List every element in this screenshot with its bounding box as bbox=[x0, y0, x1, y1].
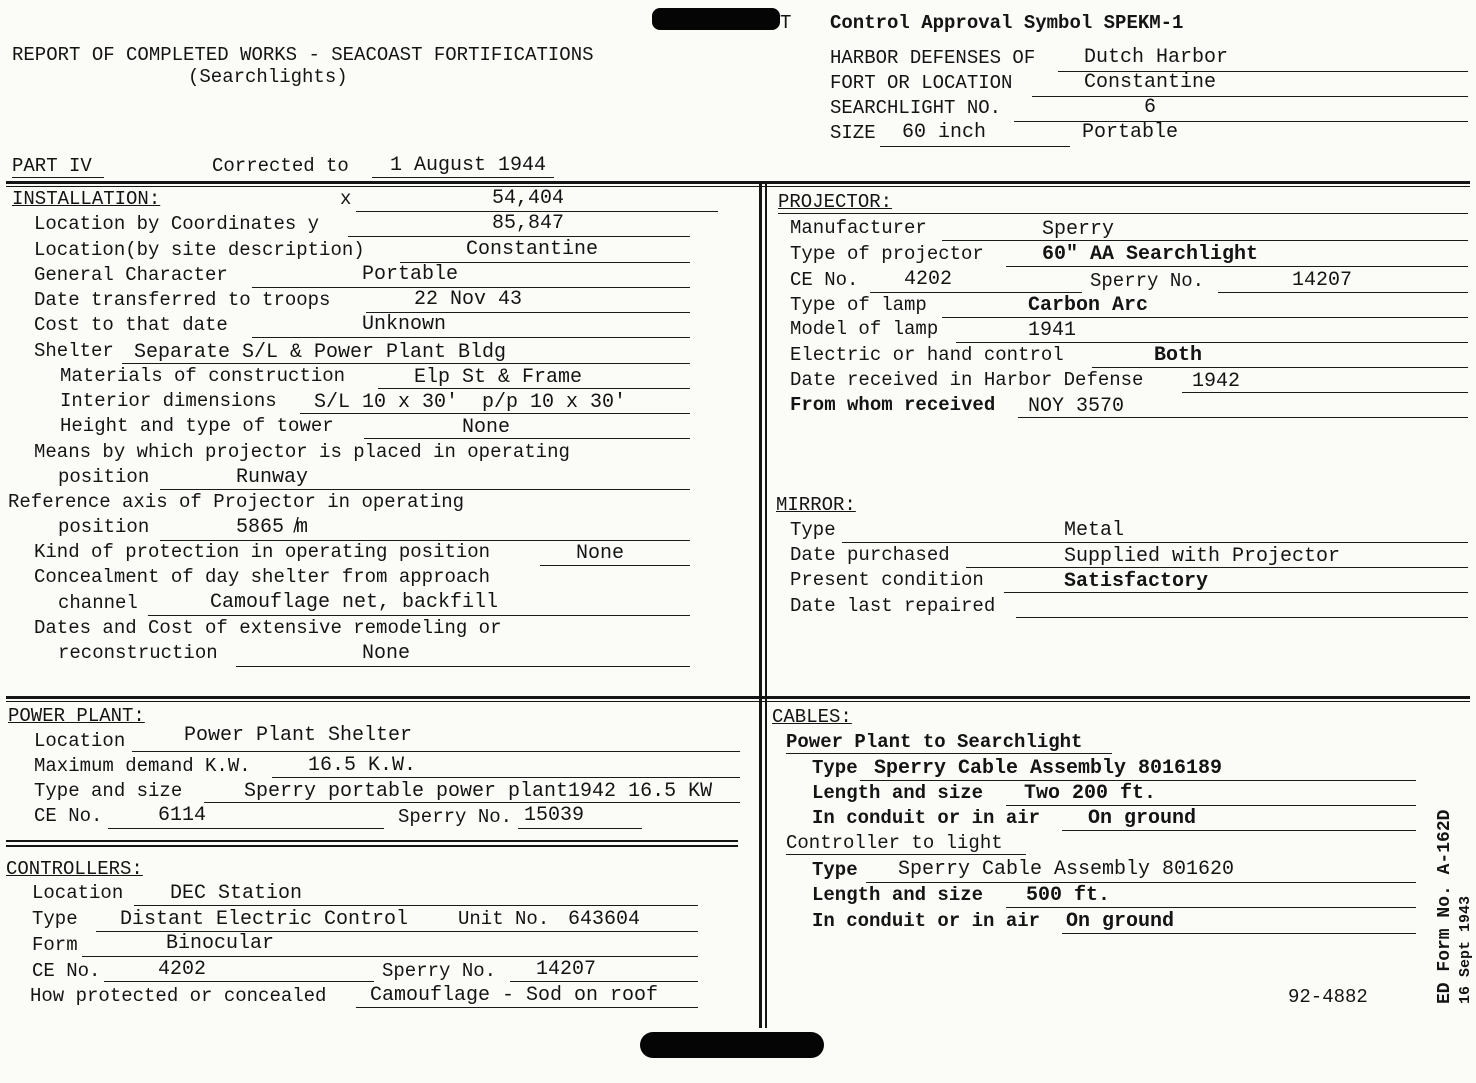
shelter-value: Separate S/L & Power Plant Bldg bbox=[134, 341, 507, 364]
mirror-heading: MIRROR: bbox=[776, 494, 856, 516]
controller-to-light-underline bbox=[786, 854, 1026, 855]
top-rule-2 bbox=[6, 186, 1470, 187]
pp-cable-conduit-label: In conduit or in air bbox=[812, 807, 1041, 829]
projector-sperry-underline bbox=[1218, 292, 1468, 293]
corrected-underline bbox=[372, 177, 554, 178]
interior-underline bbox=[300, 413, 690, 414]
reference-axis-value: 5865 ̸m bbox=[236, 516, 309, 539]
projector-ce-label: CE No. bbox=[790, 269, 859, 291]
manufacturer-value: Sperry bbox=[1042, 218, 1115, 241]
cost-label: Cost to that date bbox=[34, 314, 228, 336]
means-label: Means by which projector is placed in operating bbox=[34, 441, 570, 463]
middle-rule bbox=[6, 696, 1470, 699]
pp-sperry-value: 15039 bbox=[524, 804, 585, 827]
reference-axis-label: Reference axis of Projector in operating bbox=[8, 491, 465, 513]
character-value: Portable bbox=[362, 263, 459, 286]
repaired-underline bbox=[1016, 617, 1468, 618]
form-value: Binocular bbox=[166, 932, 275, 955]
center-divider bbox=[759, 184, 762, 1028]
protected-label: How protected or concealed bbox=[30, 985, 327, 1007]
site-value: Constantine bbox=[466, 238, 599, 261]
lamp-type-value: Carbon Arc bbox=[1028, 294, 1149, 317]
installation-heading: INSTALLATION: bbox=[12, 188, 161, 210]
ctl-cable-length-underline bbox=[1006, 907, 1416, 908]
tower-underline bbox=[364, 438, 690, 439]
received-label: Date received in Harbor Defense bbox=[790, 369, 1144, 391]
purchased-underline bbox=[966, 567, 1468, 568]
controller-sperry-label: Sperry No. bbox=[382, 960, 497, 982]
received-value: 1942 bbox=[1192, 370, 1241, 393]
controller-ce-label: CE No. bbox=[32, 960, 101, 982]
controllers-heading: CONTROLLERS: bbox=[6, 858, 143, 880]
form-underline bbox=[82, 956, 698, 957]
site-label: Location(by site description) bbox=[34, 239, 365, 261]
pp-to-searchlight-underline bbox=[786, 753, 1112, 754]
projector-sperry-label: Sperry No. bbox=[1090, 270, 1205, 292]
size-value: 60 inch bbox=[902, 121, 987, 144]
remodel-value: None bbox=[362, 642, 411, 665]
protection-label: Kind of protection in operating position bbox=[34, 541, 491, 563]
projector-heading: PROJECTOR: bbox=[778, 191, 893, 213]
controller-ce-underline bbox=[104, 981, 374, 982]
condition-value: Satisfactory bbox=[1064, 570, 1209, 593]
searchlight-no-value: 6 bbox=[1144, 96, 1157, 119]
y-underline bbox=[348, 236, 690, 237]
reconstruction-label: reconstruction bbox=[58, 642, 218, 664]
projector-ce-value: 4202 bbox=[904, 268, 953, 291]
pp-cable-type-label: Type bbox=[812, 757, 858, 779]
ctl-cable-length-value: 500 ft. bbox=[1026, 884, 1111, 907]
controller-ce-value: 4202 bbox=[158, 958, 207, 981]
character-label: General Character bbox=[34, 264, 228, 286]
pp-cable-conduit-underline bbox=[1062, 830, 1416, 831]
from-whom-underline bbox=[1018, 417, 1468, 418]
projector-ce-underline bbox=[870, 292, 1082, 293]
from-whom-value: NOY 3570 bbox=[1028, 395, 1125, 418]
transferred-label: Date transferred to troops bbox=[34, 289, 331, 311]
materials-value: Elp St & Frame bbox=[414, 366, 583, 389]
fort-underline bbox=[1032, 96, 1468, 97]
lamp-type-label: Type of lamp bbox=[790, 294, 927, 316]
left-mid-rule bbox=[6, 840, 738, 842]
corrected-label: Corrected to bbox=[212, 155, 349, 177]
controller-location-label: Location bbox=[32, 882, 124, 904]
purchased-value: Supplied with Projector bbox=[1064, 545, 1341, 568]
mirror-type-underline bbox=[842, 542, 1468, 543]
harbor-value: Dutch Harbor bbox=[1084, 46, 1229, 69]
size-type: Portable bbox=[1082, 121, 1179, 144]
received-underline bbox=[1182, 392, 1468, 393]
y-coordinate-value: 85,847 bbox=[492, 212, 565, 235]
part-underline bbox=[12, 177, 104, 178]
ctl-cable-type-value: Sperry Cable Assembly 801620 bbox=[898, 858, 1235, 881]
pp-sperry-underline bbox=[518, 828, 642, 829]
interior-value: S/L 10 x 30' p/p 10 x 30' bbox=[314, 391, 627, 414]
pp-cable-type-value: Sperry Cable Assembly 8016189 bbox=[874, 757, 1223, 780]
demand-underline bbox=[272, 777, 740, 778]
pp-ce-label: CE No. bbox=[34, 805, 103, 827]
projector-type-underline bbox=[1006, 266, 1468, 267]
remodel-underline bbox=[236, 666, 690, 667]
mirror-type-label: Type bbox=[790, 519, 836, 541]
transferred-value: 22 Nov 43 bbox=[414, 288, 523, 311]
demand-label: Maximum demand K.W. bbox=[34, 755, 251, 777]
interior-label: Interior dimensions bbox=[60, 390, 277, 412]
manufacturer-underline bbox=[942, 240, 1468, 241]
pp-cable-conduit-value: On ground bbox=[1088, 807, 1197, 830]
pp-type-label: Type and size bbox=[34, 780, 183, 802]
means-value: Runway bbox=[236, 466, 309, 489]
pp-cable-length-value: Two 200 ft. bbox=[1024, 782, 1157, 805]
left-mid-rule-2 bbox=[6, 845, 738, 847]
condition-underline bbox=[1004, 592, 1468, 593]
reference-position-label: position bbox=[58, 516, 150, 538]
middle-rule-2 bbox=[6, 701, 1470, 702]
redaction-bar-bottom bbox=[640, 1032, 824, 1058]
form-number-vertical: ED Form No. A-162D bbox=[1435, 809, 1455, 1004]
pp-cable-length-underline bbox=[1006, 805, 1416, 806]
ctl-cable-conduit-value: On ground bbox=[1066, 910, 1175, 933]
ctl-cable-type-label: Type bbox=[812, 859, 858, 881]
lamp-type-underline bbox=[942, 317, 1468, 318]
remodel-label: Dates and Cost of extensive remodeling or bbox=[34, 617, 502, 639]
concealment-underline bbox=[148, 615, 690, 616]
repaired-label: Date last repaired bbox=[790, 595, 996, 617]
projector-type-label: Type of projector bbox=[790, 243, 984, 265]
form-date-vertical: 16 Sept 1943 bbox=[1457, 895, 1474, 1004]
pp-cable-length-label: Length and size bbox=[812, 782, 984, 804]
shelter-underline bbox=[122, 363, 690, 364]
pp-location-label: Location bbox=[34, 730, 126, 752]
tower-label: Height and type of tower bbox=[60, 415, 334, 437]
size-underline bbox=[880, 146, 1070, 147]
projector-heading-rule bbox=[778, 213, 1468, 214]
pp-type-value: Sperry portable power plant1942 16.5 KW bbox=[244, 780, 713, 803]
redacted-suffix-t: T bbox=[780, 12, 792, 34]
controller-to-light-heading: Controller to light bbox=[786, 832, 1003, 854]
concealment-label: Concealment of day shelter from approach bbox=[34, 566, 491, 588]
ctl-cable-conduit-underline bbox=[1062, 933, 1416, 934]
concealment-value: Camouflage net, backfill bbox=[210, 591, 499, 614]
document-number: 92-4882 bbox=[1288, 986, 1368, 1008]
coordinates-label: Location by Coordinates y bbox=[34, 213, 320, 235]
fort-value: Constantine bbox=[1084, 71, 1217, 94]
demand-value: 16.5 K.W. bbox=[308, 754, 417, 777]
pp-type-underline bbox=[204, 802, 740, 803]
cables-heading: CABLES: bbox=[772, 706, 852, 728]
controller-location-underline bbox=[134, 905, 698, 906]
ctl-cable-type-underline bbox=[866, 882, 1416, 883]
controller-type-value: Distant Electric Control bbox=[120, 908, 409, 931]
controller-sperry-underline bbox=[510, 981, 698, 982]
materials-underline bbox=[378, 388, 690, 389]
tower-value: None bbox=[462, 416, 511, 439]
cost-underline bbox=[252, 337, 690, 338]
control-type-value: Both bbox=[1154, 344, 1203, 367]
channel-label: channel bbox=[58, 592, 138, 614]
means-underline bbox=[160, 489, 690, 490]
projector-type-value: 60" AA Searchlight bbox=[1042, 243, 1259, 266]
protected-underline bbox=[356, 1007, 698, 1008]
lamp-model-underline bbox=[956, 342, 1468, 343]
means-position-label: position bbox=[58, 466, 150, 488]
part-number: PART IV bbox=[12, 155, 92, 177]
purchased-label: Date purchased bbox=[790, 544, 950, 566]
controller-type-label: Type bbox=[32, 908, 78, 930]
mirror-type-value: Metal bbox=[1064, 519, 1125, 542]
harbor-label: HARBOR DEFENSES OF bbox=[830, 47, 1036, 69]
redaction-bar-top bbox=[652, 8, 780, 30]
unit-no-value: 643604 bbox=[568, 908, 641, 931]
control-type-label: Electric or hand control bbox=[790, 344, 1064, 366]
from-whom-label: From whom received bbox=[790, 394, 996, 416]
ctl-cable-length-label: Length and size bbox=[812, 884, 984, 906]
fort-label: FORT OR LOCATION bbox=[830, 72, 1013, 94]
report-subtitle: (Searchlights) bbox=[188, 66, 348, 88]
pp-location-underline bbox=[132, 751, 740, 752]
condition-label: Present condition bbox=[790, 569, 984, 591]
pp-to-searchlight-heading: Power Plant to Searchlight bbox=[786, 731, 1083, 753]
control-type-underline bbox=[1092, 367, 1468, 368]
pp-ce-underline bbox=[108, 828, 384, 829]
pp-ce-value: 6114 bbox=[158, 804, 207, 827]
unit-no-label: Unit No. bbox=[458, 908, 550, 930]
pp-location-value: Power Plant Shelter bbox=[184, 724, 413, 747]
ctl-cable-conduit-label: In conduit or in air bbox=[812, 910, 1041, 932]
materials-label: Materials of construction bbox=[60, 365, 346, 387]
form-label: Form bbox=[32, 934, 78, 956]
pp-sperry-label: Sperry No. bbox=[398, 806, 513, 828]
searchlight-no-label: SEARCHLIGHT NO. bbox=[830, 97, 1002, 119]
shelter-label: Shelter bbox=[34, 340, 114, 362]
controller-sperry-value: 14207 bbox=[536, 958, 597, 981]
x-coordinate-value: 54,404 bbox=[492, 187, 565, 210]
lamp-model-value: 1941 bbox=[1028, 319, 1077, 342]
lamp-model-label: Model of lamp bbox=[790, 318, 939, 340]
power-plant-heading: POWER PLANT: bbox=[8, 705, 145, 727]
protection-value: None bbox=[576, 542, 625, 565]
size-label: SIZE bbox=[830, 122, 876, 144]
control-approval-symbol: Control Approval Symbol SPEKM-1 bbox=[830, 12, 1184, 34]
corrected-value: 1 August 1944 bbox=[390, 154, 547, 177]
protected-value: Camouflage - Sod on roof bbox=[370, 984, 659, 1007]
center-divider-2 bbox=[765, 184, 767, 1028]
report-title: REPORT OF COMPLETED WORKS - SEACOAST FORTIFICATIONS bbox=[12, 44, 594, 66]
projector-sperry-value: 14207 bbox=[1292, 269, 1353, 292]
manufacturer-label: Manufacturer bbox=[790, 217, 927, 239]
cost-value: Unknown bbox=[362, 313, 447, 336]
controller-location-value: DEC Station bbox=[170, 882, 303, 905]
pp-cable-type-underline bbox=[860, 780, 1416, 781]
protection-underline bbox=[540, 565, 690, 566]
top-rule bbox=[6, 181, 1470, 184]
x-label: x bbox=[340, 188, 352, 210]
